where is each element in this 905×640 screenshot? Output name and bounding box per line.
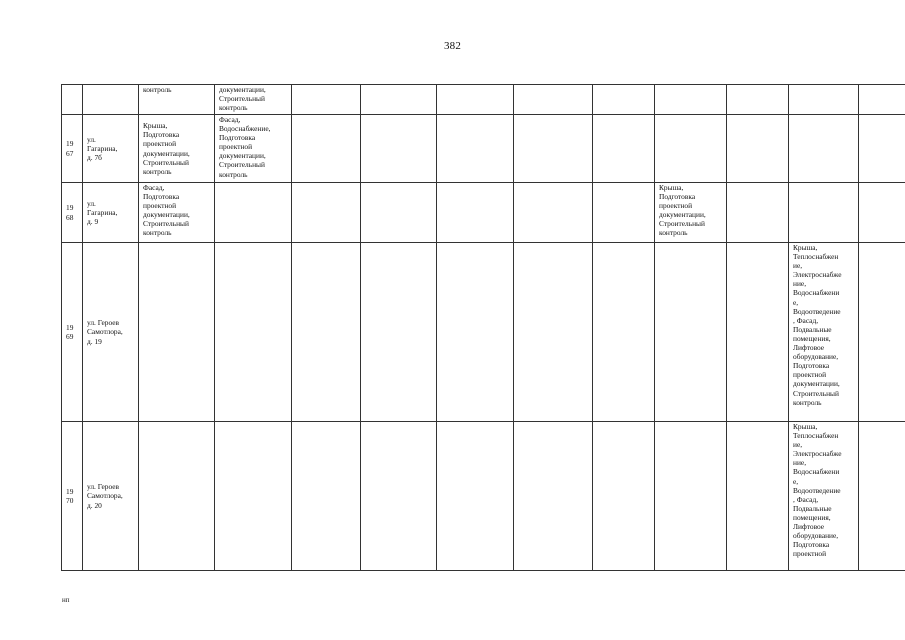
empty-cell xyxy=(514,85,593,115)
empty-cell xyxy=(514,115,593,183)
works-cell: Крыша, Подготовка проектной документации, Строительный контроль xyxy=(655,183,727,243)
table-row xyxy=(62,115,905,183)
empty-cell xyxy=(727,115,789,183)
empty-cell xyxy=(437,243,514,422)
works-cell xyxy=(215,243,292,422)
empty-cell xyxy=(292,85,361,115)
works-cell xyxy=(655,115,727,183)
table-row xyxy=(62,85,905,115)
row-number-cell: 19 67 xyxy=(62,115,83,183)
works-cell xyxy=(139,422,215,571)
row-number-cell: 19 69 xyxy=(62,243,83,422)
empty-cell xyxy=(437,183,514,243)
empty-cell xyxy=(727,422,789,571)
works-cell: Крыша, Теплоснабжен ие, Электроснабже ние, Водоснабжени е, Водоотведение , Фасад, Подвальные помещения, Лифтовое оборудование, Подготовка проектной документации, Строительный контроль xyxy=(789,243,859,422)
empty-cell xyxy=(361,183,437,243)
table-row xyxy=(62,243,905,422)
works-cell xyxy=(789,115,859,183)
empty-cell xyxy=(727,183,789,243)
empty-cell xyxy=(292,183,361,243)
works-cell xyxy=(655,85,727,115)
works-cell xyxy=(655,243,727,422)
works-cell xyxy=(215,183,292,243)
works-cell: документации, Строительный контроль xyxy=(215,85,292,115)
empty-cell xyxy=(859,115,905,183)
works-cell: контроль xyxy=(139,85,215,115)
empty-cell xyxy=(859,243,905,422)
empty-cell xyxy=(859,183,905,243)
empty-cell xyxy=(727,85,789,115)
empty-cell xyxy=(593,422,655,571)
row-number-cell xyxy=(62,85,83,115)
address-cell: ул. Героев Самотлора, д. 19 xyxy=(83,243,139,422)
empty-cell xyxy=(593,85,655,115)
works-cell: Фасад, Водоснабжение, Подготовка проектной документации, Строительный контроль xyxy=(215,115,292,183)
row-number-cell: 19 70 xyxy=(62,422,83,571)
works-cell: Крыша, Подготовка проектной документации, Строительный контроль xyxy=(139,115,215,183)
empty-cell xyxy=(593,243,655,422)
empty-cell xyxy=(292,243,361,422)
works-cell xyxy=(139,243,215,422)
empty-cell xyxy=(361,422,437,571)
repair-schedule-table xyxy=(61,84,905,571)
works-cell: Фасад, Подготовка проектной документации, Строительный контроль xyxy=(139,183,215,243)
empty-cell xyxy=(437,85,514,115)
empty-cell xyxy=(859,422,905,571)
address-cell: ул. Героев Самотлора, д. 20 xyxy=(83,422,139,571)
empty-cell xyxy=(292,422,361,571)
table-row xyxy=(62,183,905,243)
empty-cell xyxy=(514,422,593,571)
empty-cell xyxy=(514,183,593,243)
empty-cell xyxy=(361,243,437,422)
empty-cell xyxy=(292,115,361,183)
address-cell: ул. Гагарина, д. 7б xyxy=(83,115,139,183)
works-cell xyxy=(789,85,859,115)
footer-note: нп xyxy=(62,596,70,604)
empty-cell xyxy=(593,115,655,183)
address-cell xyxy=(83,85,139,115)
address-cell: ул. Гагарина, д. 9 xyxy=(83,183,139,243)
works-cell xyxy=(215,422,292,571)
empty-cell xyxy=(727,243,789,422)
empty-cell xyxy=(437,115,514,183)
empty-cell xyxy=(361,115,437,183)
empty-cell xyxy=(437,422,514,571)
empty-cell xyxy=(361,85,437,115)
works-cell: Крыша, Теплоснабжен ие, Электроснабже ние, Водоснабжени е, Водоотведение , Фасад, Подвальные помещения, Лифтовое оборудование, Подготовка проектной xyxy=(789,422,859,571)
empty-cell xyxy=(514,243,593,422)
table-row xyxy=(62,422,905,571)
page-number: 382 xyxy=(443,40,462,52)
works-cell xyxy=(655,422,727,571)
empty-cell xyxy=(593,183,655,243)
works-cell xyxy=(789,183,859,243)
row-number-cell: 19 68 xyxy=(62,183,83,243)
empty-cell xyxy=(859,85,905,115)
